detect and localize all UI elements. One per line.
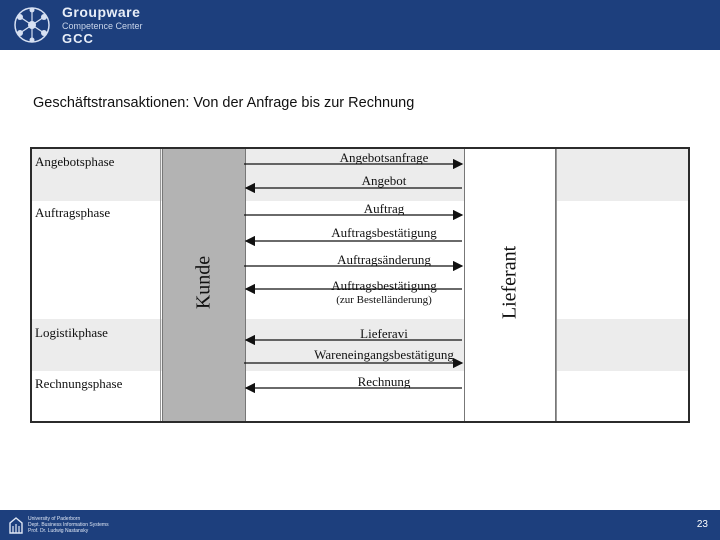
footer-bar <box>0 510 720 540</box>
message-label: Angebotsanfrage <box>339 150 429 165</box>
message-label: Auftragsänderung <box>337 252 431 267</box>
message-label: Lieferavi <box>360 326 408 341</box>
brand-name: Groupware <box>62 4 141 20</box>
brand-short: GCC <box>62 31 94 46</box>
phase-label-auftrag: Auftragsphase <box>35 205 111 220</box>
message-sublabel: (zur Bestelländerung) <box>336 294 432 306</box>
groupware-logo-icon <box>8 5 56 45</box>
phase-label-logistik: Logistikphase <box>35 325 108 340</box>
slide-title: Geschäftstransaktionen: Von der Anfrage bis zur Rechnung <box>33 95 415 111</box>
message-label: Angebot <box>361 173 407 188</box>
message-label: Auftragsbestätigung <box>331 225 437 240</box>
transaction-diagram <box>30 147 690 423</box>
message-label: Rechnung <box>357 374 411 389</box>
message-label: Auftragsbestätigung <box>331 278 437 293</box>
page-number: 23 <box>696 519 708 530</box>
phase-label-angebot: Angebotsphase <box>35 154 115 169</box>
message-label: Auftrag <box>363 201 405 216</box>
university-line-2: Dept. Business Information Systems <box>28 522 109 528</box>
kunde-label: Kunde <box>192 255 215 310</box>
university-logo-icon <box>8 515 24 535</box>
university-line-1: University of Paderborn <box>28 516 81 522</box>
message-label: Wareneingangsbestätigung <box>314 347 454 362</box>
brand-subtitle: Competence Center <box>62 21 143 31</box>
phase-label-rechnung: Rechnungsphase <box>35 376 123 391</box>
header-bar <box>0 0 720 50</box>
lieferant-label: Lieferant <box>498 245 521 320</box>
university-line-3: Prof. Dr. Ludwig Nastansky <box>28 528 89 534</box>
